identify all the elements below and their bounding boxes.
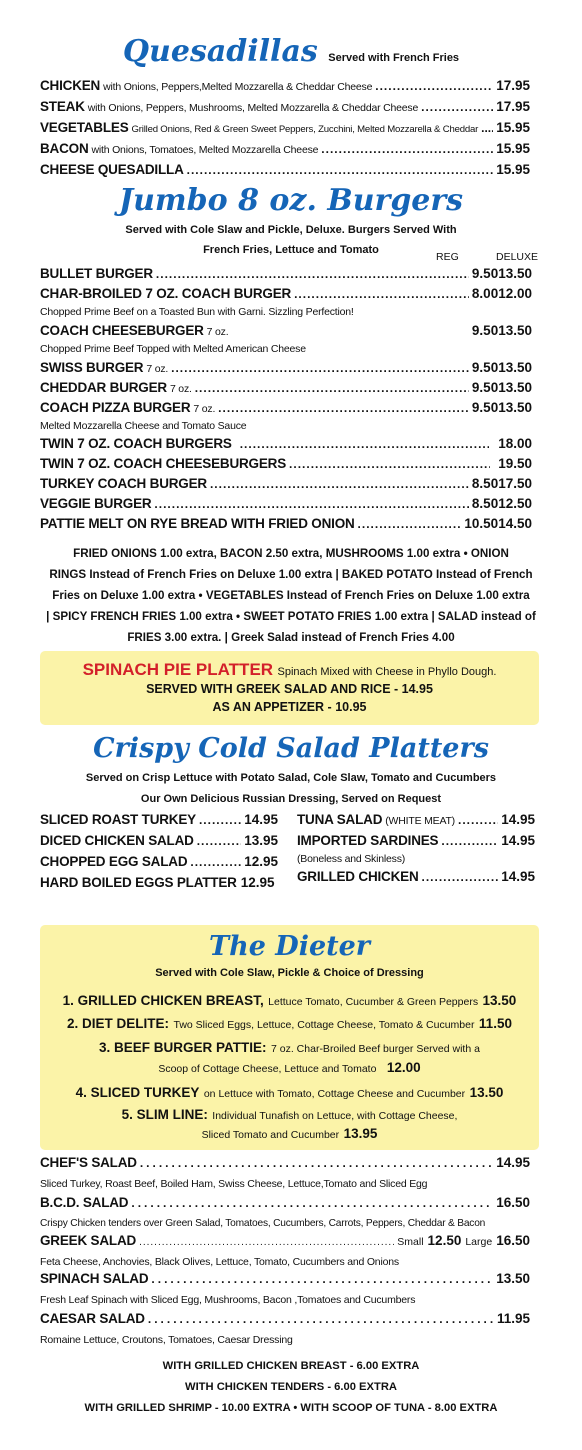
item-price: 17.95 — [496, 99, 530, 114]
item-name: 1. GRILLED CHICKEN BREAST, — [62, 993, 264, 1008]
dieter-item-3 — [40, 1038, 539, 1059]
extras-line: | SPICY FRENCH FRIES 1.00 extra • SWEET POTATO FRIES 1.00 extra | SALAD instead of — [46, 610, 536, 623]
reg-price: 10.50 — [464, 516, 499, 531]
item-name: HARD BOILED EGGS PLATTER — [40, 875, 237, 890]
cold-salad-subtitle-1: Served on Crisp Lettuce with Potato Salad, Cole Slaw, Tomato and Cucumbers — [85, 772, 497, 784]
item-desc: Individual Tunafish on Lettuce, with Cottage Cheese, — [212, 1110, 458, 1122]
item-desc: Scoop of Cottage Cheese, Lettuce and Tomato — [158, 1063, 377, 1075]
item-name: COACH CHEESEBURGER — [40, 323, 204, 338]
extras-line: WITH GRILLED SHRIMP - 10.00 EXTRA • WITH SCOOP OF TUNA - 8.00 EXTRA — [84, 1402, 498, 1414]
leader-dots — [199, 813, 241, 827]
dieter-title: The Dieter — [208, 931, 371, 962]
deluxe-price: 13.50 — [498, 360, 532, 375]
leader-dots — [289, 457, 490, 471]
reg-price: 9.50 — [471, 323, 499, 338]
burger-item — [40, 380, 532, 400]
menu-item — [40, 141, 530, 162]
item-price: 14.95 — [501, 812, 535, 827]
spinach-pie-box — [40, 651, 539, 725]
item-name: GRILLED CHICKEN — [297, 869, 419, 884]
leader-dots — [421, 100, 493, 114]
burger-item — [40, 436, 532, 456]
leader-dots — [171, 361, 469, 375]
spinach-pie-title: SPINACH PIE PLATTER — [82, 660, 274, 679]
large-label: Large — [465, 1236, 493, 1248]
item-price: 13.50 — [496, 1271, 530, 1286]
item-size: 7 oz. — [206, 326, 229, 338]
item-price: 13.50 — [469, 1085, 504, 1100]
item-name: CAESAR SALAD — [40, 1311, 145, 1326]
burgers-title: Jumbo 8 oz. Burgers — [118, 183, 464, 218]
item-desc: Lettuce Tomato, Cucumber & Green Peppers — [268, 996, 479, 1008]
leader-dots — [218, 401, 469, 415]
leader-dots — [321, 142, 493, 156]
item-sub: (Boneless and Skinless) — [297, 853, 406, 865]
reg-price: 8.50 — [471, 476, 499, 491]
item-sub: Romaine Lettuce, Croutons, Tomatoes, Caesar Dressing — [40, 1334, 293, 1346]
item-name: SPINACH SALAD — [40, 1271, 149, 1286]
leader-dots — [156, 267, 469, 281]
dieter-item-5-cont — [40, 1126, 539, 1143]
burger-item — [40, 516, 532, 536]
large-price: 16.50 — [496, 1233, 530, 1248]
burger-extras — [20, 543, 562, 648]
item-name: 3. BEEF BURGER PATTIE: — [99, 1040, 267, 1055]
salad-extras — [0, 1356, 582, 1419]
item-desc: (WHITE MEAT) — [385, 815, 455, 827]
item-name: 2. DIET DELITE: — [67, 1016, 170, 1031]
quesadillas-list — [40, 78, 530, 183]
deluxe-price: 18.00 — [498, 436, 532, 451]
item-price: 13.50 — [482, 993, 517, 1008]
item-name: PATTIE MELT ON RYE BREAD WITH FRIED ONION — [40, 516, 355, 531]
extras-line: WITH CHICKEN TENDERS - 6.00 EXTRA — [185, 1381, 397, 1393]
leader-dots — [458, 813, 498, 827]
leader-dots — [187, 163, 494, 177]
salad-item — [40, 1195, 530, 1233]
salad-item — [40, 1271, 530, 1311]
burger-item — [40, 360, 532, 380]
small-label: Small — [397, 1236, 424, 1248]
item-desc: with Onions, Peppers, Mushrooms, Melted Mozzarella & Cheddar Cheese — [87, 102, 419, 114]
menu-item — [40, 99, 530, 120]
menu-item — [40, 833, 278, 854]
salads-list — [40, 1155, 530, 1349]
leader-dots — [151, 1272, 493, 1286]
small-price: 12.50 — [427, 1233, 462, 1248]
item-price: 17.95 — [496, 78, 530, 93]
item-name: VEGETABLES — [40, 120, 129, 135]
reg-price: 9.50 — [471, 266, 499, 281]
menu-item — [40, 78, 530, 99]
deluxe-price: 12.00 — [498, 286, 532, 301]
item-price: 12.95 — [244, 854, 278, 869]
menu-item — [40, 854, 278, 875]
quesadillas-title: Quesadillas — [122, 34, 318, 69]
item-size: 7 oz. — [169, 383, 192, 395]
leader-dots — [154, 497, 469, 511]
item-sub: Crispy Chicken tenders over Green Salad, Tomatoes, Cucumbers, Carrots, Peppers, Cheddar & Bacon — [40, 1218, 486, 1229]
leader-dots — [195, 381, 469, 395]
item-name: 5. SLIM LINE: — [121, 1107, 208, 1122]
item-desc: with Onions, Tomatoes, Melted Mozzarella Cheese — [91, 144, 319, 156]
menu-item — [297, 833, 535, 853]
reg-price: 9.50 — [471, 360, 499, 375]
item-price: 15.95 — [496, 120, 530, 135]
cold-salad-header — [0, 730, 582, 810]
item-size: 7 oz. — [193, 403, 216, 415]
item-price: 14.95 — [501, 869, 535, 884]
leader-dots — [481, 121, 493, 135]
item-desc: Sliced Tomato and Cucumber — [201, 1129, 340, 1141]
item-name: TURKEY COACH BURGER — [40, 476, 207, 491]
extras-line: FRIED ONIONS 1.00 extra, BACON 2.50 extra, MUSHROOMS 1.00 extra • ONION — [73, 547, 509, 560]
col-reg-label: REG — [436, 251, 459, 263]
leader-dots — [240, 437, 489, 451]
dieter-item-5 — [40, 1105, 539, 1126]
item-name: STEAK — [40, 99, 85, 114]
item-name: CHICKEN — [40, 78, 101, 93]
item-name: TWIN 7 OZ. COACH BURGERS — [40, 436, 232, 451]
reg-price: 9.50 — [471, 380, 499, 395]
item-name: COACH PIZZA BURGER — [40, 400, 191, 415]
spinach-pie-line-2: SERVED WITH GREEK SALAD AND RICE - 14.95 — [146, 682, 433, 696]
burger-item — [40, 496, 532, 516]
menu-item — [40, 875, 278, 896]
item-sub: Melted Mozzarella Cheese and Tomato Sauce — [40, 420, 247, 432]
menu-item — [297, 869, 535, 893]
extras-line: WITH GRILLED CHICKEN BREAST - 6.00 EXTRA — [162, 1360, 420, 1372]
salad-item — [40, 1311, 530, 1349]
menu-item — [297, 812, 535, 833]
dieter-subtitle: Served with Cole Slaw, Pickle & Choice of Dressing — [155, 967, 424, 979]
leader-dots — [148, 1312, 494, 1326]
burger-item — [40, 456, 532, 476]
item-desc: 7 oz. Char-Broiled Beef burger Served with a — [271, 1043, 480, 1055]
item-desc: with Onions, Peppers,Melted Mozzarella & Cheddar Cheese — [103, 81, 373, 93]
item-desc: Grilled Onions, Red & Green Sweet Peppers, Zucchini, Melted Mozzarella & Cheddar — [131, 124, 479, 135]
item-name: CHOPPED EGG SALAD — [40, 854, 188, 869]
burgers-subtitle-1: Served with Cole Slaw and Pickle, Deluxe. Burgers Served With — [125, 224, 457, 236]
leader-dots — [139, 1237, 394, 1248]
deluxe-price: 17.50 — [498, 476, 532, 491]
item-price: 15.95 — [496, 162, 530, 177]
item-name: CHEF'S SALAD — [40, 1155, 137, 1170]
item-price: 15.95 — [496, 141, 530, 156]
item-name: VEGGIE BURGER — [40, 496, 152, 511]
item-price: 16.50 — [496, 1195, 530, 1210]
burgers-subtitle-2: French Fries, Lettuce and Tomato — [203, 244, 379, 256]
item-name: IMPORTED SARDINES — [297, 833, 439, 848]
quesadillas-header — [0, 34, 582, 69]
dieter-box — [40, 925, 539, 1150]
dieter-item-3-cont — [40, 1059, 539, 1078]
item-price: 12.00 — [386, 1060, 421, 1075]
deluxe-price: 14.50 — [498, 516, 532, 531]
leader-dots — [422, 870, 499, 884]
reg-price: 8.00 — [471, 286, 499, 301]
spinach-pie-desc: Spinach Mixed with Cheese in Phyllo Dough. — [277, 666, 497, 678]
item-price: 14.95 — [496, 1155, 530, 1170]
item-price: 14.95 — [501, 833, 535, 848]
cold-salad-left-list — [40, 812, 278, 896]
item-sub: Chopped Prime Beef Topped with Melted American Cheese — [40, 343, 306, 355]
quesadillas-subtitle: Served with French Fries — [328, 52, 460, 64]
deluxe-price: 19.50 — [498, 456, 532, 471]
dieter-item-1 — [40, 990, 539, 1013]
item-price: 13.95 — [244, 833, 278, 848]
menu-item — [40, 120, 530, 141]
leader-dots — [131, 1196, 493, 1210]
deluxe-price: 13.50 — [498, 400, 532, 415]
salad-item-greek — [40, 1233, 530, 1271]
cold-salad-title: Crispy Cold Salad Platters — [93, 733, 489, 764]
burger-item — [40, 286, 532, 319]
deluxe-price: 12.50 — [498, 496, 532, 511]
item-name: B.C.D. SALAD — [40, 1195, 129, 1210]
cold-salad-right-list — [297, 812, 535, 893]
burger-item — [40, 323, 532, 356]
item-sub: Fresh Leaf Spinach with Sliced Egg, Mushrooms, Bacon ,Tomatoes and Cucumbers — [40, 1294, 416, 1306]
item-desc: on Lettuce with Tomato, Cottage Cheese and Cucumber — [203, 1088, 466, 1100]
leader-dots — [197, 834, 241, 848]
menu-item — [40, 812, 278, 833]
col-deluxe-label: DELUXE — [496, 251, 539, 263]
item-price: 11.95 — [496, 1311, 530, 1326]
spinach-pie-line-3: AS AN APPETIZER - 10.95 — [212, 700, 367, 714]
reg-price: 9.50 — [471, 400, 499, 415]
leader-dots — [294, 287, 469, 301]
extras-line: FRIES 3.00 extra. | Greek Salad instead of French Fries 4.00 — [127, 631, 455, 644]
item-price: 11.50 — [478, 1016, 512, 1031]
item-size: 7 oz. — [146, 363, 169, 375]
leader-dots — [210, 477, 469, 491]
dieter-item-2 — [40, 1013, 539, 1036]
item-name: SWISS BURGER — [40, 360, 144, 375]
item-name: BACON — [40, 141, 89, 156]
item-name: BULLET BURGER — [40, 266, 153, 281]
item-sub: Feta Cheese, Anchovies, Black Olives, Lettuce, Tomato, Cucumbers and Onions — [40, 1256, 399, 1268]
item-name: CHAR-BROILED 7 OZ. COACH BURGER — [40, 286, 292, 301]
burger-item — [40, 266, 532, 286]
item-name: TUNA SALAD — [297, 812, 383, 827]
leader-dots — [140, 1156, 493, 1170]
item-name: TWIN 7 OZ. COACH CHEESEBURGERS — [40, 456, 287, 471]
item-name: CHEESE QUESADILLA — [40, 162, 184, 177]
burger-item — [40, 400, 532, 433]
extras-line: RINGS Instead of French Fries on Deluxe 1.00 extra | BAKED POTATO Instead of French — [49, 568, 533, 581]
item-sub: Chopped Prime Beef on a Toasted Bun with Garni. Sizzling Perfection! — [40, 306, 354, 318]
burgers-header — [0, 182, 582, 260]
item-name: DICED CHICKEN SALAD — [40, 833, 194, 848]
spinach-pie-heading — [40, 660, 539, 680]
item-name: 4. SLICED TURKEY — [75, 1085, 200, 1100]
reg-price: 8.50 — [471, 496, 499, 511]
deluxe-price: 13.50 — [498, 266, 532, 281]
leader-dots — [190, 855, 241, 869]
dieter-item-4 — [40, 1082, 539, 1105]
deluxe-price: 13.50 — [498, 380, 532, 395]
item-price: 12.95 — [240, 875, 275, 890]
deluxe-price: 13.50 — [498, 323, 532, 338]
burger-item — [40, 476, 532, 496]
leader-dots — [358, 517, 462, 531]
item-name: SLICED ROAST TURKEY — [40, 812, 196, 827]
leader-dots — [375, 79, 493, 93]
item-name: GREEK SALAD — [40, 1233, 137, 1248]
item-name: CHEDDAR BURGER — [40, 380, 167, 395]
item-sub: Sliced Turkey, Roast Beef, Boiled Ham, Swiss Cheese, Lettuce,Tomato and Sliced Egg — [40, 1178, 428, 1190]
extras-line: Fries on Deluxe 1.00 extra • VEGETABLES Instead of French Fries on Deluxe 1.00 extra — [52, 589, 530, 602]
menu-item — [40, 162, 530, 183]
leader-dots — [441, 834, 498, 848]
salad-item — [40, 1155, 530, 1195]
item-price: 14.95 — [244, 812, 278, 827]
burgers-list — [40, 266, 532, 536]
item-price: 13.95 — [343, 1126, 378, 1141]
cold-salad-subtitle-2: Our Own Delicious Russian Dressing, Served on Request — [140, 793, 442, 805]
item-desc: Two Sliced Eggs, Lettuce, Cottage Cheese, Tomato & Cucumber — [173, 1019, 475, 1031]
